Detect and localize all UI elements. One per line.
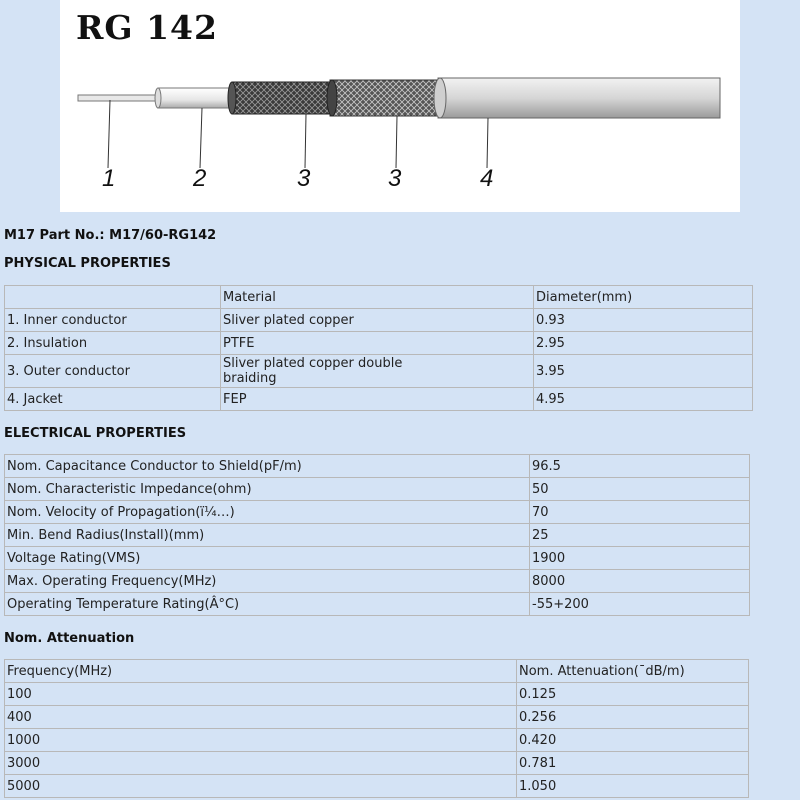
header-cell: Diameter(mm) [534,286,753,309]
table-row [5,524,750,547]
header-cell: Material [221,286,534,309]
cell: Sliver plated copper [221,309,534,332]
cell: 1000 [5,729,517,752]
insulation [158,88,238,108]
table-row [5,355,753,388]
cell: 100 [5,683,517,706]
table-row [5,455,750,478]
label-3a: 3 [297,165,311,192]
physical-table [4,285,753,411]
cell: 4.95 [534,388,753,411]
header-cell: Nom. Attenuation(¯dB/m) [517,660,749,683]
cell: Voltage Rating(VMS) [5,547,530,570]
attenuation-table [4,659,749,798]
cell: 1. Inner conductor [5,309,221,332]
leader-line-1 [108,100,110,168]
table-row [5,332,753,355]
leader-line-2 [200,108,202,168]
label-4: 4 [480,165,494,192]
table-row [5,501,750,524]
outer-braid-1 [232,82,332,114]
cell: FEP [221,388,534,411]
table-row [5,729,749,752]
cell: 1900 [530,547,750,570]
table-row [5,775,749,798]
table-row [5,706,749,729]
cell: 2. Insulation [5,332,221,355]
header-cell [5,286,221,309]
outer-braid-2 [330,80,440,116]
table-row [5,309,753,332]
jacket [438,78,720,118]
diagram-title: RG 142 [76,8,218,47]
electrical-table [4,454,750,616]
table-header-row [5,286,753,309]
cell: Min. Bend Radius(Install)(mm) [5,524,530,547]
cell: 0.781 [517,752,749,775]
cell: 96.5 [530,455,750,478]
cell: Max. Operating Frequency(MHz) [5,570,530,593]
cell: Nom. Characteristic Impedance(ohm) [5,478,530,501]
cell: -55+200 [530,593,750,616]
label-2: 2 [193,165,207,192]
cell: Sliver plated copper double braiding [221,355,534,388]
cell: 1.050 [517,775,749,798]
cell: 0.256 [517,706,749,729]
cell: 25 [530,524,750,547]
cell: Operating Temperature Rating(Â°C) [5,593,530,616]
table-row [5,570,750,593]
part-number: M17 Part No.: M17/60-RG142 [4,228,217,243]
cell: 4. Jacket [5,388,221,411]
table-row [5,752,749,775]
cell: 400 [5,706,517,729]
cell: 0.420 [517,729,749,752]
cell: 3.95 [534,355,753,388]
attenuation-heading: Nom. Attenuation [4,631,135,646]
cell: PTFE [221,332,534,355]
table-row [5,683,749,706]
cell: 3. Outer conductor [5,355,221,388]
leader-line-3a [305,114,306,168]
cell: Nom. Velocity of Propagation(ï¼…) [5,501,530,524]
cell: 2.95 [534,332,753,355]
table-row [5,593,750,616]
table-row [5,547,750,570]
cell: 3000 [5,752,517,775]
cell: 70 [530,501,750,524]
electrical-heading: ELECTRICAL PROPERTIES [4,426,187,441]
physical-heading: PHYSICAL PROPERTIES [4,256,171,271]
cell: 5000 [5,775,517,798]
cable-diagram [60,0,740,212]
inner-conductor [78,95,158,101]
table-row [5,478,750,501]
cell: 50 [530,478,750,501]
table-header-row [5,660,749,683]
header-cell: Frequency(MHz) [5,660,517,683]
cell: Nom. Capacitance Conductor to Shield(pF/m) [5,455,530,478]
cell: 0.93 [534,309,753,332]
cell: 8000 [530,570,750,593]
label-1: 1 [102,165,116,192]
leader-line-4 [487,118,488,168]
cell: 0.125 [517,683,749,706]
table-row [5,388,753,411]
leader-line-3b [396,116,397,168]
label-3b: 3 [388,165,402,192]
